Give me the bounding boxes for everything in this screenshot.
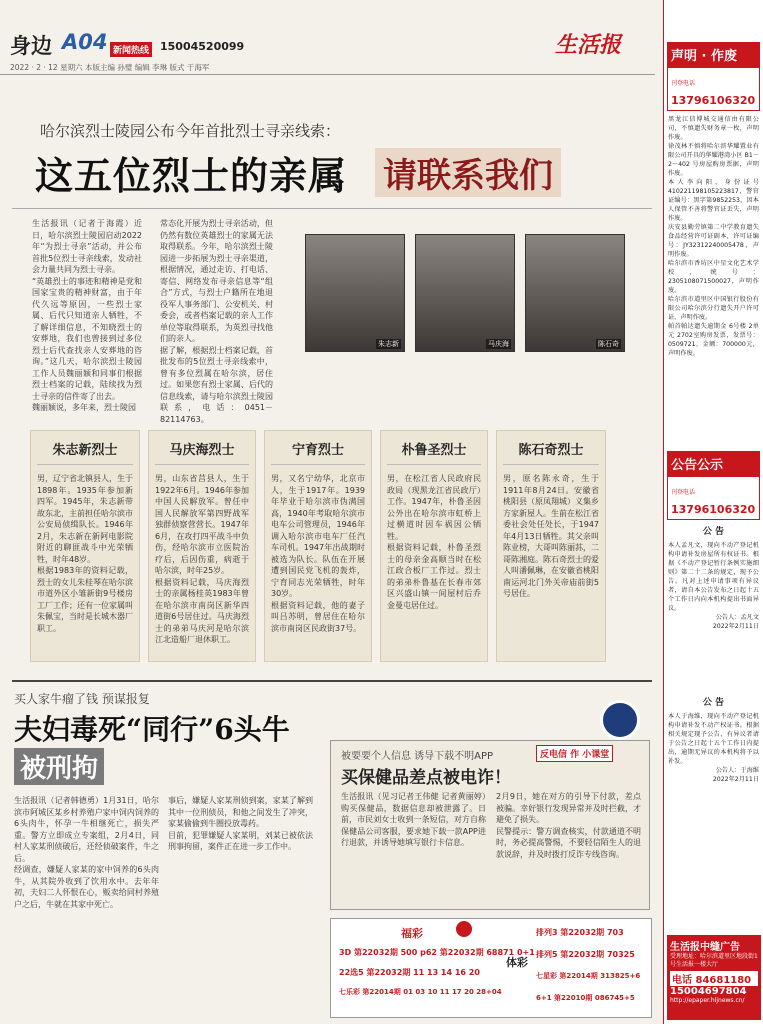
anti-fraud-box <box>330 740 650 910</box>
notice-item: 帕首帕达遗失逾期金 6号楼 2单元 2702室购房发票，发票号：0509721，金额：700000元，声明作废。 <box>668 323 759 357</box>
story-headline-2: 被刑拘 <box>14 748 104 785</box>
phone-label: 刊登电话 <box>671 489 696 496</box>
police-mascot-icon <box>600 700 640 740</box>
box-column <box>341 791 486 906</box>
sidebar-phone-box <box>667 67 760 111</box>
box-paragraph: 2月9日，她在对方的引导下付款，差点被骗。幸好银行发现异常并及时拦截，才避免了损失。 <box>496 792 641 824</box>
page-number: A04 <box>62 30 108 54</box>
martyr-name: 朱志新烈士 <box>37 439 133 465</box>
ad-box <box>667 935 761 1020</box>
newspaper-logo: 生活报 <box>555 32 622 58</box>
notice-item: 徐茂林不慎将哈尔滨华耀置业有限公司开具的华耀港湾小区 B1－2－402 号房屋购房票据，声明作废。 <box>668 143 759 177</box>
headline-part-2: 请联系我们 <box>375 148 561 197</box>
section-name: 身边 <box>10 33 52 58</box>
martyr-bio: 男，在松江省人民政府民政局（现黑龙江省民政厅）工作。1947年，朴鲁圣因公外出在哈尔滨市虹桥上过横道时因车祸因公牺牲。 根据资料记载，朴鲁圣烈士的母亲金高顺当时在松江政合板厂工作过。烈士的弟弟朴鲁基在长春市郊区兴盛山镇一间屋村后乔金曼屯居住过。 <box>387 474 481 610</box>
page-header <box>0 0 655 75</box>
martyr-card <box>30 430 140 662</box>
lottery-line: 七乐彩 第22014期 01 03 10 11 17 20 28+04 <box>339 988 502 996</box>
sidebar-phone-box <box>667 476 760 520</box>
lead-paragraph: 魏丽颖说，多年来，烈士陵园 <box>32 403 136 412</box>
notice-item: 哈尔滨市道里区中国银行股份有限公司哈尔滨分行遗失开户许可证，声明作废。 <box>668 296 759 321</box>
lead-column-2 <box>160 218 273 423</box>
portrait-photo <box>415 234 515 352</box>
notice-item: 本人李向阳，身份证号410221198105223817，警官证编号：黑字第9852253，因本人保管不善将警官证丢失，声明作废。 <box>668 179 759 222</box>
martyr-name: 朴鲁圣烈士 <box>387 439 481 465</box>
classifieds-sidebar <box>663 0 763 1024</box>
lottery-line: 3D 第22032期 500 p62 第22032期 68871 0+1 <box>339 948 535 957</box>
notice-text: 本人孟凡文，现向不动产登记机构申请补发房屋所有权证书。根据《不动产登记暂行条例实施细则》第二十二条的规定，现予公告。凡对上述申请事项有异议者，请自本公告发布之日起十五个工作日内向本机构提出书面异议。 <box>668 542 759 612</box>
notice-list <box>664 115 763 445</box>
notice-block <box>664 541 763 691</box>
phone-label: 刊登电话 <box>671 80 696 87</box>
lead-paragraph: “英雄烈士的事迹和精神是党和国家宝贵的精神财富，由于年代久远等原因，一些烈士家属、后代只知道亲人牺牲，不了解详细信息，不知晓烈士的安葬地，我们也曾接到过多位烈士后代查找亲人安葬地的咨询。”这几天，哈尔滨烈士陵园工作人员魏丽颖和同事们根据烈士档案的记载，陆续找为烈士寻亲的信件寄了出去。 <box>32 276 142 401</box>
story-headline: 夫妇毒死“同行”6头牛 <box>14 713 290 746</box>
portrait-photo <box>305 234 405 352</box>
lottery-line: 排列3 第22032期 703 <box>536 928 624 937</box>
lead-paragraph: 生活报讯（记者于海霞）近日，哈尔滨烈士陵园启动2022年“为烈士寻亲”活动，并公布首批5位烈士寻亲线索，发动社会力量共同为烈士寻亲。 <box>32 219 142 274</box>
box-headline: 买保健品差点被电诈！ <box>341 768 511 788</box>
sidebar-title: 公告公示 <box>667 451 760 476</box>
ad-phone: 15004697804 <box>670 986 747 997</box>
story-paragraph: 经调查，嫌疑人家某的家中饲养的6头肉牛，从其院外收到了饮用水中。去年年初，夫妇二人怀恨在心，贩卖给同村养殖户之后，牛就在其家中死亡。 <box>14 865 159 909</box>
hotline-label: 新闻热线 <box>110 42 152 57</box>
welfare-lottery-logo-icon <box>456 921 472 937</box>
notice-signature: 公告人：于海维 2022年2月11日 <box>712 767 759 783</box>
story-paragraph: 事后，嫌疑人家某刑侦到案，家某了解到其中一位刑侦员，和他之间发生了冲突，家某偷偷到牛圈投放毒药。 <box>168 796 313 828</box>
lottery-results <box>330 918 652 1018</box>
notice-signature: 公告人：孟凡文 2022年2月11日 <box>712 614 759 630</box>
story-column <box>168 795 313 1017</box>
sidebar-title: 声明 · 作废 <box>667 42 760 67</box>
lottery-line: 排列5 第22032期 70325 <box>536 950 635 959</box>
martyr-card <box>380 430 488 662</box>
martyr-card <box>264 430 372 662</box>
martyr-bio: 男，又名宁幼华，北京市人，生于1917年。1939年毕业于哈尔滨市伪满国高，1940年考取哈尔滨市电车公司管理员，1946年调入哈尔滨市电车厂任汽车司机。1947年出战期时被选为队长。队伍在开展遭到国民党飞机的轰炸，宁育同志光荣牺牲，时年30岁。 根据资料记载，他的妻子叫吕苏明，曾居住在哈尔滨市南岗区民政街37号。 <box>271 474 365 633</box>
headline-part-1: 这五位烈士的亲属 <box>35 153 348 198</box>
dateline: 2022 · 2 · 12 星期六 本版主编 孙璧 编辑 李琳 版式 于海军 <box>10 63 210 72</box>
martyr-bio: 男，辽宁省北镇县人，生于1898年。1935年参加新四军。1945年，朱志新带故东北，主前担任哈尔滨市公安局侦缉队长。1946年2月，朱志新在新阿电影院附近的聊匪战斗中光荣牺牲，时年48岁。 根据1983年的资料记载，烈士的女儿朱桂琴在哈尔滨市道外区小雏新街9号楼房工厂工作；还有一位家属叫朱佩宝，当时是长城木器厂职工。 <box>37 474 133 633</box>
martyr-card <box>148 430 256 662</box>
notice-item: 黑龙江信博城交通信由有限公司，不慎遗失财务章一枚，声明作废。 <box>668 116 759 141</box>
story-paragraph: 生活报讯（记者韩德勇）1月31日，哈尔滨市阿城区某乡村养殖户家中饲内饲养的6头肉牛，怀孕一牛相继死亡，损失严重。警方立即成立专案组，2月4日，同村人家某刑侦破后，还经侦破案件，牛之后。 <box>14 796 159 863</box>
notice-heading: 公 告 <box>702 527 725 537</box>
photo-caption: 陈石奇 <box>598 340 619 348</box>
phone-number: 13796106320 <box>671 94 756 107</box>
lottery-line: 七星彩 第22014期 313825+6 <box>536 972 641 980</box>
notice-block <box>664 712 763 927</box>
martyr-card <box>496 430 606 662</box>
divider <box>12 208 652 209</box>
notice-item: 哈尔滨市香坊区中星文化艺术学校，统号：2305108071500027，声明作废。 <box>668 260 759 294</box>
story-paragraph: 目前，犯罪嫌疑人家某明，刘某已被依法刑事拘留，案件正在进一步工作中。 <box>168 830 313 851</box>
notice-text: 本人于海维，现向不动产登记机构申请补发不动产权证书。根据相关规定现予公告，有异议者请于公告之日起十五个工作日内提出，逾期无异议的本机构将予以补发。 <box>668 713 759 765</box>
lottery-line: 6+1 第22010期 086745+5 <box>536 994 635 1002</box>
anti-fraud-tag: 反电信 作 小课堂 <box>536 745 613 762</box>
notice-heading: 公 告 <box>702 698 725 708</box>
martyr-name: 马庆海烈士 <box>155 439 249 465</box>
lead-column-1 <box>32 218 142 423</box>
lottery-line: 22选5 第22032期 11 13 14 16 20 <box>339 968 480 977</box>
story-column <box>14 795 159 1017</box>
martyr-name: 宁育烈士 <box>271 439 365 465</box>
box-column <box>496 791 641 906</box>
martyr-name: 陈石奇烈士 <box>503 439 599 465</box>
box-paragraph: 生活报讯（见习记者王伟健 记者黄丽婷）购买保健品，数据信息却被泄露了。日前，市民刘女士收到一条短信，对方自称保健品公司客服，要求她下载一款APP进行退款，并诱导她填写银行卡信息。 <box>341 792 486 847</box>
martyr-bio: 男，山东省莒县人，生于1922年6月。1946年参加中国人民解放军。曾任中国人民解放军第四野战军独群侦察营营长。1947年6月，在攻打四平战斗中负伤，经哈尔滨市立医院治疗后，后因伤重，病逝于哈尔滨，时年25岁。 根据资料记载，马庆海烈士的亲属杨桂英1983年曾在哈尔滨市南岗区新华四道街6号居住过。马庆海烈士的弟弟马庆河是哈尔滨江北造船厂退休职工。 <box>155 474 249 644</box>
body-paragraph: 常态化开展为烈士寻亲活动，但仍然有数位英雄烈士的家属无法取得联系。今年，哈尔滨烈士陵园进一步拓展为烈士寻亲渠道，根据情况，通过走访、打电话、寄信、网络发布寻亲信息等“组合”方式，与烈士户籍所在地退役军人事务部门、公安机关、村委会，或者档案记载的亲人工作单位等取得联系，为英烈寻找他们的亲人。 <box>160 219 273 343</box>
portrait-photo <box>525 234 625 352</box>
story-kicker: 买人家牛瘤了钱 预谋报复 <box>14 692 150 706</box>
hotline-number: 15004520099 <box>160 40 245 53</box>
ad-title: 生活报中缝广告 <box>670 942 740 953</box>
ad-address: 受理地址：哈尔滨道里区地段街1号生活报一楼大厅 <box>670 953 758 968</box>
notice-item: 庆安县勤劳镇第二中学教育遗失食品经营许可证副本，许可证编号：JY32312240005478，声明作废。 <box>668 224 759 258</box>
box-kicker: 被要要个人信息 诱导下载不明APP <box>341 751 494 762</box>
box-paragraph: 民警提示：警方调查核实，付款通道不明时，务必提高警惕，不要轻信陌生人的退款说辞，并及时拨打反诈专线咨询。 <box>496 826 641 859</box>
welfare-lottery-label: 福彩 <box>401 927 423 940</box>
section-divider <box>12 680 652 682</box>
photo-caption: 朱志新 <box>378 340 399 348</box>
martyr-bio: 男，原名陈永奇，生于1911年8月24日。安徽省桃阳县（原凤翔城）义集乡方家新屋人。生前在松江省委社会处任处长，于1947年4月13日牺牲。其父亲叫陈业榜，大哥叫陈丽荪，二哥陈湘庭。陈石奇烈士的爱人叫潘佩琳，在安徽省桃阳南运河北门外关帝庙前街5号居住。 <box>503 474 599 598</box>
sports-lottery-label: 体彩 <box>506 956 528 969</box>
body-paragraph: 据了解，根据烈士档案记载，首批发布的5位烈士寻亲线索中，曾有多位烈属在哈尔滨，居住过。如果您有烈士家属、后代的信息线索，请与哈尔滨烈士陵园联系，电话：0451－82114763。 <box>160 345 273 423</box>
phone-number: 13796106320 <box>671 503 756 516</box>
article-kicker: 哈尔滨烈士陵园公布今年首批烈士寻亲线索： <box>40 122 341 140</box>
photo-caption: 马庆海 <box>488 340 509 348</box>
ad-phone: 电话 84681180 <box>670 971 758 986</box>
ad-url: http://epaper.hljnews.cn/ <box>670 997 745 1004</box>
